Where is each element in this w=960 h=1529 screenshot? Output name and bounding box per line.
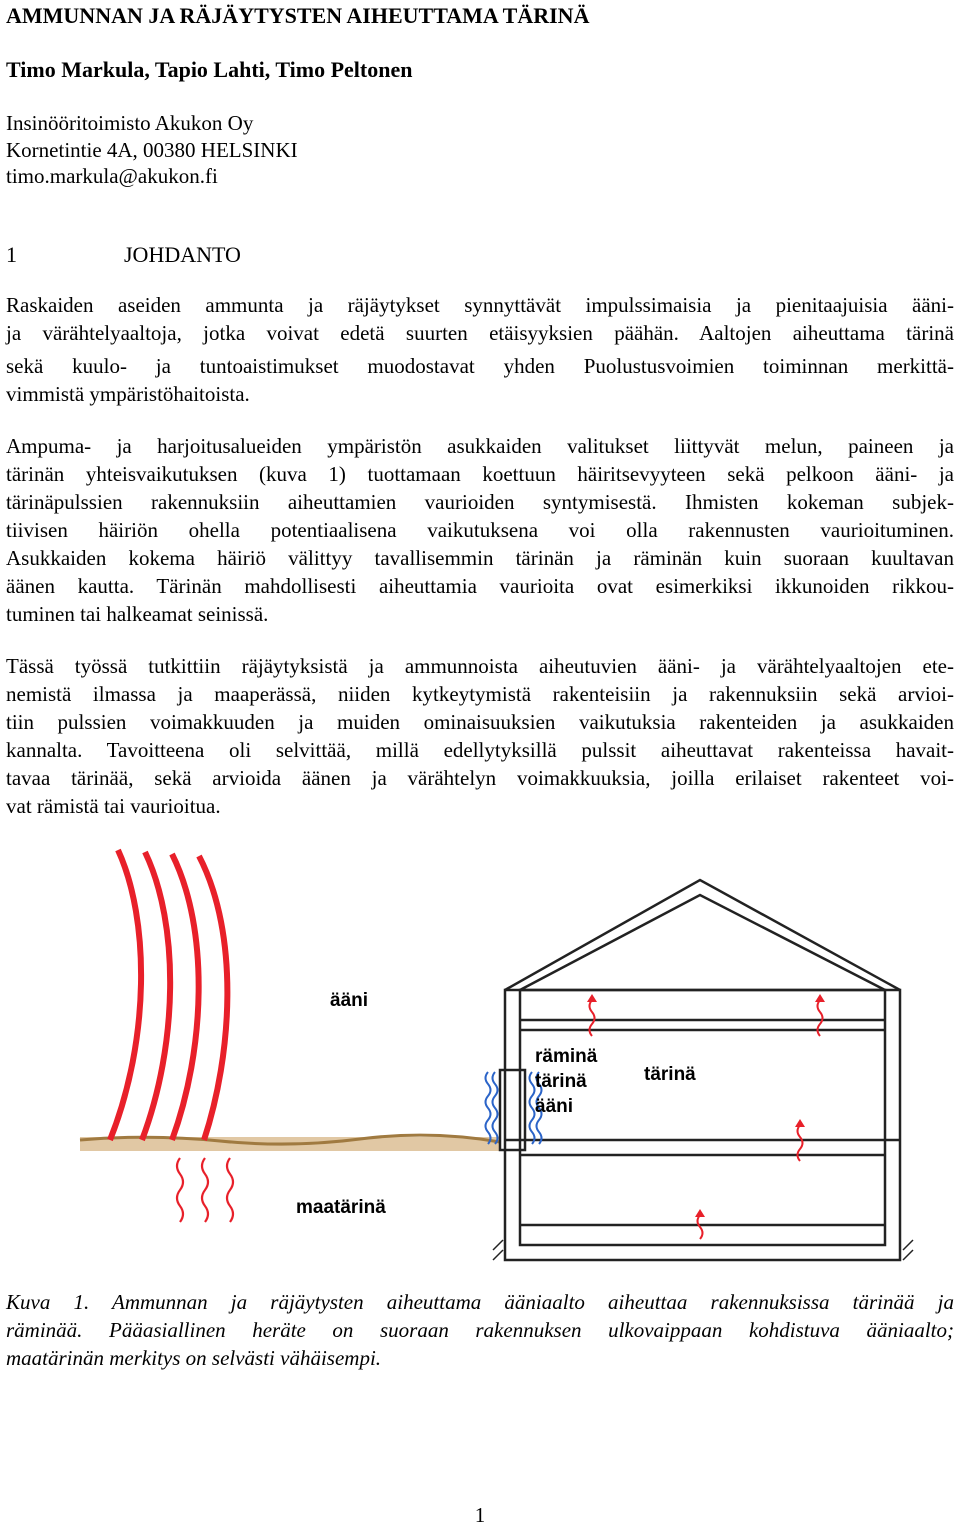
house: [500, 880, 900, 1260]
label-aani: ääni: [330, 990, 369, 1011]
wave-arc: [199, 856, 227, 1140]
ground-vibration-waves: [177, 1158, 233, 1222]
paragraph-line: sekä kuulo- ja tuntoaistimukset muodostavat yhden Puolustusvoimien toiminnan merkittä-: [6, 354, 954, 378]
house-inner-wall: [520, 990, 885, 1245]
window-squiggle: [493, 1072, 498, 1144]
wave-arc: [142, 852, 170, 1140]
paragraph-line: tiin pulssien voimakkuuden ja muiden ominaisuuksien vaikutuksia rakenteiden ja asukkaiden: [6, 710, 954, 734]
paragraph-line: tärinäpulssien rakennuksiin aiheuttamien vaurioiden syntymisestä. Ihmisten kokeman subjek-: [6, 490, 954, 514]
paragraph-line: äänen kautta. Tärinän mahdollisesti aiheuttamia vaurioita ovat esimerkiksi ikkunoiden rikkou-: [6, 574, 954, 598]
window-squiggle: [486, 1072, 491, 1144]
address: Kornetintie 4A, 00380 HELSINKI: [6, 138, 298, 162]
organization: Insinööritoimisto Akukon Oy: [6, 111, 254, 135]
ground-squiggle: [177, 1158, 183, 1222]
paragraph-line: Raskaiden aseiden ammunta ja räjäytykset synnyttävät impulssimaisia ja pienitaajuisia ääni-: [6, 293, 954, 317]
floor-squiggle: [698, 1215, 703, 1239]
foundation-hatch: [493, 1240, 913, 1260]
paragraph-line: tiivisen häiriön ohella potentiaalisena vaikutuksena voi olla rakennusten vaurioituminen.: [6, 518, 954, 542]
paragraph-line: ja värähtelyaaltoja, jotka voivat edetä suurten etäisyyksien päähän. Aaltojen aiheuttama tärinä: [6, 321, 954, 345]
roof-inner: [520, 895, 885, 990]
paragraph-line: nemistä ilmassa ja maaperässä, niiden kytkeytymistä rakenteisiin ja rakennuksiin sekä arvioi-: [6, 682, 954, 706]
ground-squiggle: [227, 1158, 233, 1222]
paragraph-line: vat rämistä tai vaurioitua.: [6, 794, 221, 818]
email: timo.markula@akukon.fi: [6, 164, 218, 188]
label-taerinae-window: tärinä: [535, 1071, 587, 1092]
label-taerinae-wall: tärinä: [644, 1064, 696, 1085]
section-title: JOHDANTO: [124, 242, 241, 267]
wave-arc: [110, 850, 141, 1140]
paragraph-line: tuminen tai halkeamat seinissä.: [6, 602, 269, 626]
wave-arc: [172, 854, 199, 1140]
page-number: 1: [474, 1503, 486, 1527]
window-squiggle: [530, 1072, 535, 1144]
document-title: AMMUNNAN JA RÄJÄYTYSTEN AIHEUTTAMA TÄRINÄ: [6, 3, 590, 28]
caption-line: räminää. Pääasiallinen heräte on suoraan rakennuksen ulkovaippaan kohdistuva ääniaalto;: [6, 1318, 954, 1342]
figure-1: [0, 840, 960, 1280]
label-maataerinae: maatärinä: [296, 1197, 386, 1218]
paragraph-line: Ampuma- ja harjoitusalueiden ympäristön asukkaiden valitukset liittyvät melun, paineen ja: [6, 434, 954, 458]
caption-line: Kuva 1. Ammunnan ja räjäytysten aiheuttama ääniaalto aiheuttaa rakennuksissa tärinää ja: [6, 1290, 954, 1314]
paragraph-line: tavaa tärinää, sekä arvioida äänen ja värähtelyn voimakkuuksia, joilla erilaiset rakenteet voi-: [6, 766, 954, 790]
caption-line: maatärinän merkitys on selvästi vähäisempi.: [6, 1346, 382, 1370]
section-number: 1: [6, 242, 17, 267]
label-raemina: räminä: [535, 1046, 598, 1067]
authors: Timo Markula, Tapio Lahti, Timo Peltonen: [6, 57, 413, 82]
paragraph-line: tärinän yhteisvaikutuksen (kuva 1) tuottamaan koettuun häiritsevyyteen sekä pelkoon ääni- ja: [6, 462, 954, 486]
paragraph-line: vimmistä ympäristöhaitoista.: [6, 382, 250, 406]
sound-wave-arcs: [110, 850, 227, 1140]
label-aani-window: ääni: [535, 1096, 574, 1117]
vibration-arrowheads: [587, 994, 825, 1217]
paragraph-line: kannalta. Tavoitteena oli selvittää, millä edellytyksillä pulssit aiheuttavat rakenteissa havait-: [6, 738, 954, 762]
paragraph-line: Asukkaiden kokema häiriö välittyy tavallisemmin tärinän ja räminän kuin suoraan kuultavan: [6, 546, 954, 570]
paragraph-line: Tässä työssä tutkittiin räjäytyksistä ja ammunnoista aiheutuvien ääni- ja värähtelyaaltojen ete-: [6, 654, 954, 678]
window-vibration-waves: [486, 1072, 542, 1144]
floor-vibration-arrows: [590, 1000, 823, 1239]
ground-squiggle: [202, 1158, 208, 1222]
